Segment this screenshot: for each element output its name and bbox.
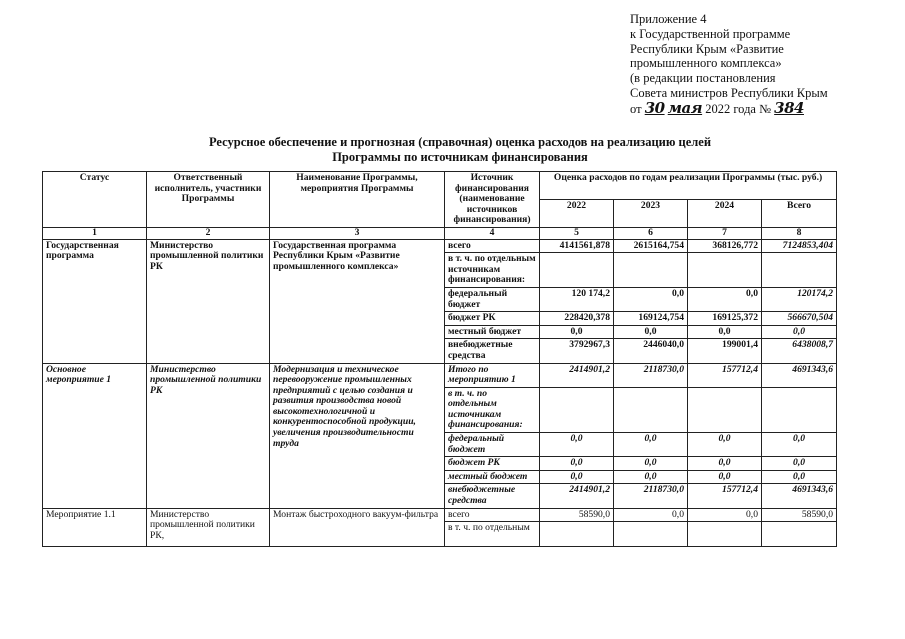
executor-cell: Министерство промышленной политики РК (147, 363, 270, 508)
name-cell: Монтаж быстроходного вакуум-фильтра (270, 508, 445, 547)
value-2024: 199001,4 (688, 339, 762, 363)
value-total: 120174,2 (762, 287, 837, 311)
value-2024: 169125,372 (688, 312, 762, 326)
header-2022: 2022 (540, 199, 614, 227)
value-2024: 0,0 (688, 433, 762, 457)
source-cell: внебюджетные средства (445, 484, 540, 508)
value-2023: 2118730,0 (614, 484, 688, 508)
value-total: 0,0 (762, 325, 837, 339)
appendix-from: от (630, 101, 642, 116)
value-2023: 0,0 (614, 325, 688, 339)
appendix-line: Республики Крым «Развитие (630, 41, 784, 56)
value-total (762, 253, 837, 288)
source-cell: всего (445, 508, 540, 522)
col-number: 6 (614, 227, 688, 239)
executor-cell: Министерство промышленной политики РК (147, 239, 270, 363)
value-2024 (688, 522, 762, 547)
value-2023: 2615164,754 (614, 239, 688, 253)
title-line-1: Ресурсное обеспечение и прогнозная (справочная) оценка расходов на реализацию целей (208, 135, 712, 149)
header-executor: Ответственный исполнитель, участники Программы (147, 172, 270, 228)
value-2023 (614, 522, 688, 547)
value-2022: 0,0 (540, 433, 614, 457)
handwritten-number: 384 (774, 98, 804, 117)
value-2024: 0,0 (688, 470, 762, 484)
header-status: Статус (43, 172, 147, 228)
value-2024: 0,0 (688, 508, 762, 522)
source-cell: внебюджетные средства (445, 339, 540, 363)
col-number: 7 (688, 227, 762, 239)
header-2023: 2023 (614, 199, 688, 227)
table-header-row (43, 172, 837, 200)
value-2022: 3792967,3 (540, 339, 614, 363)
value-total: 0,0 (762, 433, 837, 457)
value-2024: 157712,4 (688, 363, 762, 387)
name-cell: Государственная программа Республики Крым «Развитие промышленного комплекса» (270, 239, 445, 363)
value-total (762, 387, 837, 432)
status-cell: Мероприятие 1.1 (43, 508, 147, 547)
name-cell: Модернизация и техническое перевооружение промышленных предприятий с целью создания и развития производства новой высокотехнологичной и конкурентоспособной продукции, увеличения производительности труда (270, 363, 445, 508)
value-2023: 2446040,0 (614, 339, 688, 363)
source-cell: всего (445, 239, 540, 253)
header-2024: 2024 (688, 199, 762, 227)
value-2023: 0,0 (614, 470, 688, 484)
appendix-line: промышленного комплекса» (630, 56, 782, 71)
table-row (43, 239, 837, 253)
value-2022: 228420,378 (540, 312, 614, 326)
value-total (762, 522, 837, 547)
executor-cell: Министерство промышленной политики РК, (147, 508, 270, 547)
source-cell: Итого по мероприятию 1 (445, 363, 540, 387)
value-2022: 4141561,878 (540, 239, 614, 253)
value-2022: 0,0 (540, 457, 614, 471)
source-cell: местный бюджет (445, 325, 540, 339)
header-estimate: Оценка расходов по годам реализации Программы (тыс. руб.) (540, 172, 837, 200)
table-row (43, 363, 837, 387)
value-2023 (614, 253, 688, 288)
value-2022: 0,0 (540, 325, 614, 339)
value-2023: 0,0 (614, 457, 688, 471)
appendix-line: к Государственной программе (630, 26, 791, 41)
appendix-year: 2022 года № (705, 101, 772, 116)
value-2023: 2118730,0 (614, 363, 688, 387)
value-2023: 0,0 (614, 287, 688, 311)
source-cell: федеральный бюджет (445, 433, 540, 457)
appendix-line: Приложение 4 (630, 12, 707, 26)
value-total: 7124853,404 (762, 239, 837, 253)
value-2024 (688, 253, 762, 288)
source-cell: федеральный бюджет (445, 287, 540, 311)
value-2024: 157712,4 (688, 484, 762, 508)
header-name: Наименование Программы, мероприятия Программы (270, 172, 445, 228)
value-total: 566670,504 (762, 312, 837, 326)
value-2024 (688, 387, 762, 432)
page-title (180, 135, 740, 165)
value-total: 4691343,6 (762, 363, 837, 387)
col-number: 2 (147, 227, 270, 239)
status-cell: Государственная программа (43, 239, 147, 363)
value-2024: 0,0 (688, 287, 762, 311)
source-cell: бюджет РК (445, 312, 540, 326)
source-cell: в т. ч. по отдельным (445, 522, 540, 547)
value-total: 0,0 (762, 457, 837, 471)
resource-table (42, 171, 837, 547)
col-number: 3 (270, 227, 445, 239)
header-source: Источник финансирования (наименование источников финансирования) (445, 172, 540, 228)
source-cell: в т. ч. по отдельным источникам финансирования: (445, 253, 540, 288)
source-cell: бюджет РК (445, 457, 540, 471)
value-total: 0,0 (762, 470, 837, 484)
appendix-line: Совета министров Республики Крым (630, 85, 828, 100)
value-2024: 0,0 (688, 325, 762, 339)
value-2022: 2414901,2 (540, 363, 614, 387)
status-cell: Основное мероприятие 1 (43, 363, 147, 508)
value-2023: 0,0 (614, 433, 688, 457)
value-total: 6438008,7 (762, 339, 837, 363)
title-line-2: Программы по источникам финансирования (332, 150, 588, 164)
col-number: 5 (540, 227, 614, 239)
value-2022: 120 174,2 (540, 287, 614, 311)
value-2023: 0,0 (614, 508, 688, 522)
col-number: 8 (762, 227, 837, 239)
handwritten-day: 30 (644, 98, 665, 117)
appendix-date-line (630, 98, 900, 117)
appendix-note (630, 12, 900, 117)
header-total: Всего (762, 199, 837, 227)
value-total: 58590,0 (762, 508, 837, 522)
value-2023 (614, 387, 688, 432)
value-2024: 0,0 (688, 457, 762, 471)
source-cell: в т. ч. по отдельным источникам финансирования: (445, 387, 540, 432)
value-2024: 368126,772 (688, 239, 762, 253)
column-number-row (43, 227, 837, 239)
value-2022: 0,0 (540, 470, 614, 484)
value-2022: 58590,0 (540, 508, 614, 522)
value-2022: 2414901,2 (540, 484, 614, 508)
source-cell: местный бюджет (445, 470, 540, 484)
table-row (43, 508, 837, 522)
value-2022 (540, 522, 614, 547)
value-2022 (540, 387, 614, 432)
col-number: 4 (445, 227, 540, 239)
handwritten-month: мая (667, 98, 703, 117)
col-number: 1 (43, 227, 147, 239)
value-2023: 169124,754 (614, 312, 688, 326)
value-2022 (540, 253, 614, 288)
appendix-line: (в редакции постановления (630, 71, 776, 86)
value-total: 4691343,6 (762, 484, 837, 508)
